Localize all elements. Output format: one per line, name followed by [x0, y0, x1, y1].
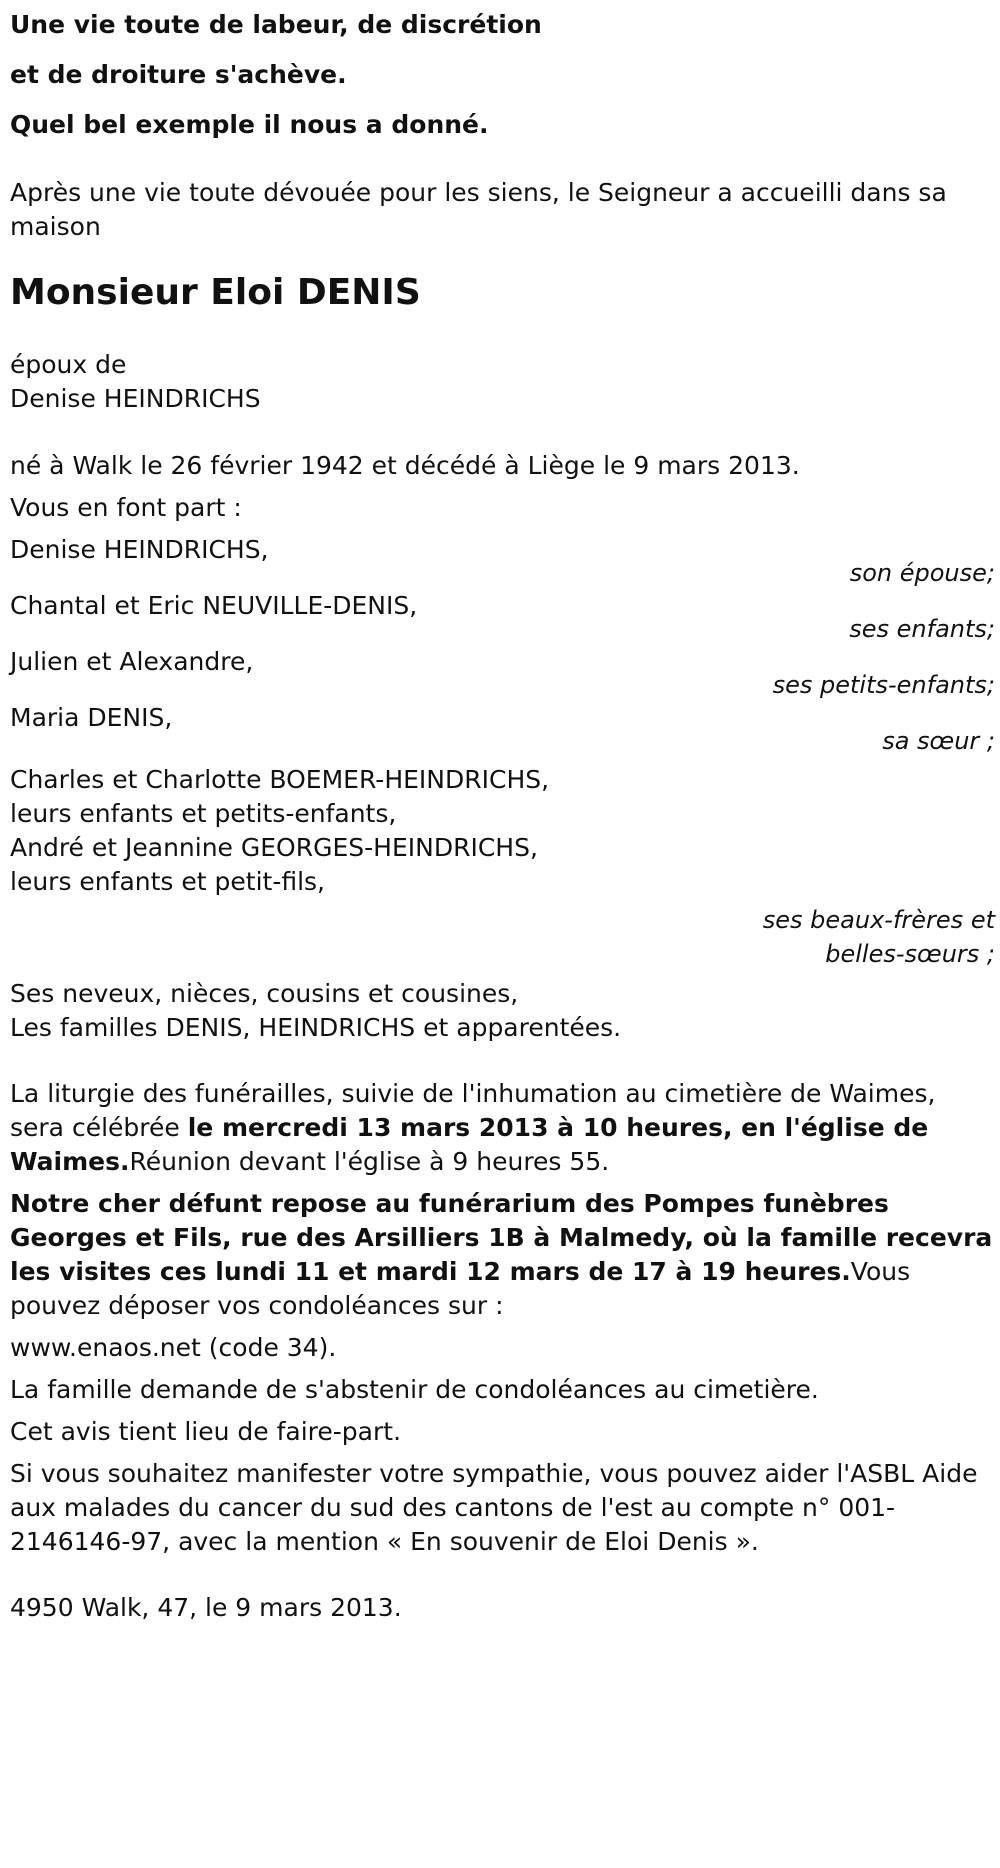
- footer-text: 4950 Walk, 47, le 9 mars 2013.: [10, 1593, 402, 1622]
- motto-line: Une vie toute de labeur, de discrétion: [10, 10, 542, 39]
- family-entry: [10, 763, 995, 971]
- family-relation: ses beaux-frères et: [762, 906, 995, 934]
- spouse-name: Denise HEINDRICHS: [10, 384, 261, 413]
- deceased-name: Monsieur Eloi DENIS: [10, 272, 421, 313]
- announce-text: Vous en font part :: [10, 493, 242, 522]
- motto-line: Quel bel exemple il nous a donné.: [10, 110, 489, 139]
- liturgy-text: [10, 1077, 995, 1179]
- family-entry: [10, 589, 995, 645]
- liturgy-date-place: le mercredi 13 mars 2013 à 10 heures, en l'église de Waimes.: [10, 1113, 929, 1176]
- family-relation: belles-sœurs ;: [825, 940, 995, 968]
- family-entry: [10, 645, 995, 701]
- condolences-intro: Vous pouvez déposer vos condoléances sur :: [10, 1257, 911, 1320]
- family-relation: ses enfants;: [849, 615, 995, 643]
- funerarium-text: [10, 1187, 995, 1323]
- family-entry: [10, 701, 995, 757]
- family-relation: sa sœur ;: [882, 727, 995, 755]
- motto: [10, 0, 995, 150]
- other-relatives: [10, 977, 995, 1045]
- obituary-page: [10, 0, 995, 1625]
- family-names: Charles et Charlotte BOEMER-HEINDRICHS,: [10, 765, 550, 794]
- liturgy-intro: La liturgie des funérailles, suivie de l'inhumation au cimetière de Waimes, sera célébrée: [10, 1079, 936, 1142]
- notice-text: Cet avis tient lieu de faire-part.: [10, 1417, 402, 1446]
- family-list: [10, 533, 995, 971]
- family-names: leurs enfants et petit-fils,: [10, 867, 326, 896]
- website-link[interactable]: www.enaos.net (code 34).: [10, 1333, 337, 1362]
- other-relatives-line: Ses neveux, nièces, cousins et cousines,: [10, 979, 519, 1008]
- motto-line: et de droiture s'achève.: [10, 60, 347, 89]
- family-names: Chantal et Eric NEUVILLE-DENIS,: [10, 591, 418, 620]
- family-names: Denise HEINDRICHS,: [10, 535, 269, 564]
- family-entry: [10, 533, 995, 589]
- family-names: Julien et Alexandre,: [10, 647, 254, 676]
- donation-text: Si vous souhaitez manifester votre sympathie, vous pouvez aider l'ASBL Aide aux malades du cancer du sud des cantons de l'est au compte n° 001-2146146-97, avec la mention « En souvenir de Eloi Denis ».: [10, 1459, 978, 1556]
- birth-death: né à Walk le 26 février 1942 et décédé à Liège le 9 mars 2013.: [10, 451, 800, 480]
- family-relation: ses petits-enfants;: [772, 671, 995, 699]
- family-relation: son épouse;: [849, 559, 995, 587]
- intro-text: Après une vie toute dévouée pour les siens, le Seigneur a accueilli dans sa maison: [10, 178, 947, 241]
- other-relatives-line: Les familles DENIS, HEINDRICHS et apparentées.: [10, 1013, 622, 1042]
- funerarium-details: Notre cher défunt repose au funérarium des Pompes funèbres Georges et Fils, rue des Arsilliers 1B à Malmedy, où la famille recevra les visites ces lundi 11 et mardi 12 mars de 17 à 19 heures.: [10, 1189, 993, 1286]
- liturgy-meeting: Réunion devant l'église à 9 heures 55.: [129, 1147, 610, 1176]
- family-names: leurs enfants et petits-enfants,: [10, 799, 397, 828]
- spouse-label: époux de: [10, 350, 127, 379]
- family-names: Maria DENIS,: [10, 703, 173, 732]
- family-names: André et Jeannine GEORGES-HEINDRICHS,: [10, 833, 538, 862]
- no-condolences-text: La famille demande de s'abstenir de condoléances au cimetière.: [10, 1375, 819, 1404]
